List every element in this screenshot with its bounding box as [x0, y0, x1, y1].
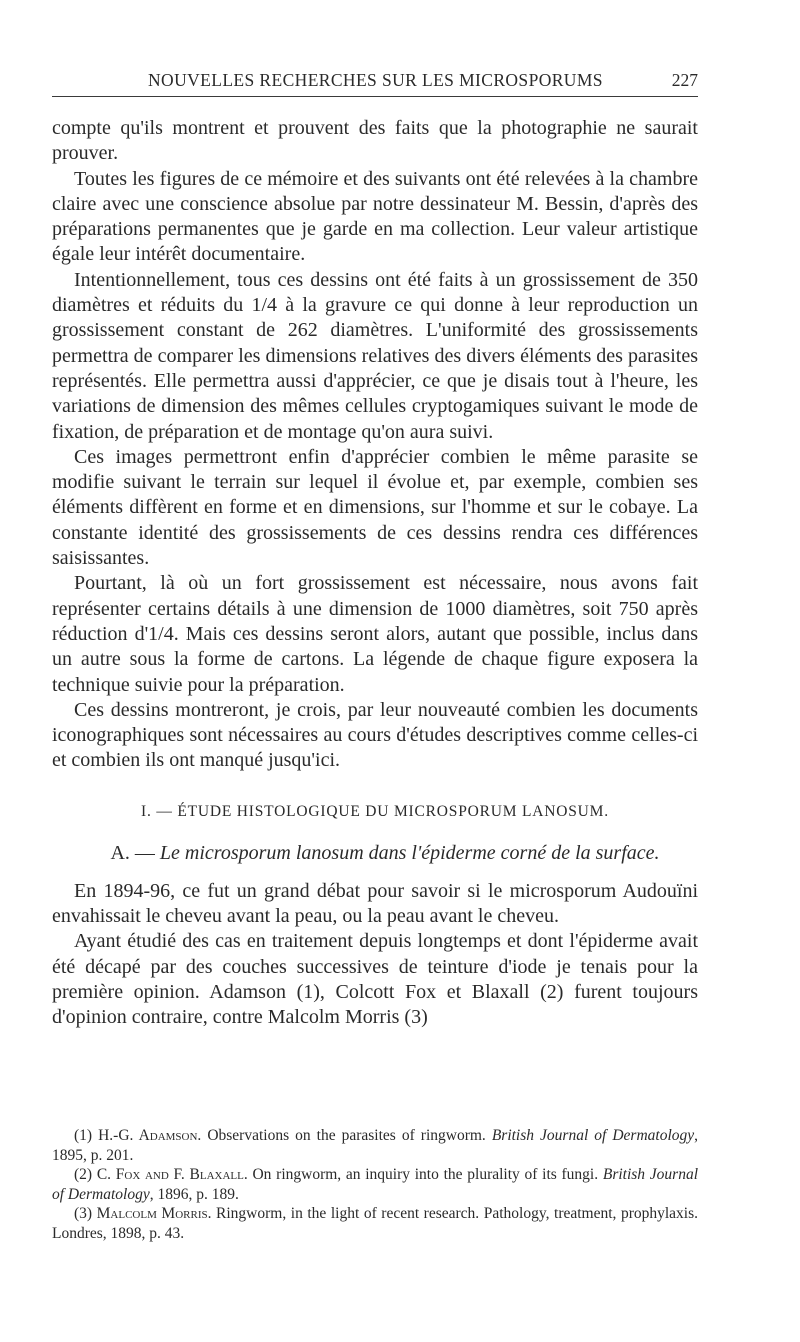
paragraph: Ces dessins montreront, je crois, par leur nouveauté combien les documents iconographiques sont nécessaires au cours d'études descriptives comme celles-ci et combien ils ont manqué jusqu'ici. — [52, 698, 698, 772]
running-header — [52, 62, 698, 97]
footnote-number: (2) — [74, 1166, 93, 1184]
footnote-journal: British Journal of Dermatology — [52, 1166, 699, 1203]
paragraph: Pourtant, là où un fort grossissement est nécessaire, nous avons fait représenter certains détails à une dimension de 1000 diamètres, soit 750 après réduction d'1/4. Mais ces dessins seront alors, autant que possible, inclus dans un autre sous la forme de cartons. La légende de chaque figure exposera la technique suivie pour la préparation. — [52, 572, 698, 696]
paragraph: Intentionnellement, tous ces dessins ont été faits à un grossissement de 350 diamètres et réduits du 1/4 à la gravure ce qui donne à leur reproduction un grossissement constant de 262 diamètres. L'uniformité des grossissements permettra de comparer les dimensions relatives des divers éléments des parasites représentés. Elle permettra aussi d'apprécier, ce que je disais tout à l'heure, les variations de dimension des mêmes cellules cryptogamiques suivant le mode de fixation, de préparation et de montage qu'on aura suivi. — [52, 268, 698, 443]
footnote — [52, 1204, 698, 1243]
footnote-text: Observations on the parasites of ringworm. — [201, 1127, 492, 1144]
section-heading: I. — ÉTUDE HISTOLOGIQUE DU MICROSPORUM LANOSUM. — [141, 802, 609, 820]
subsection-title: Le microsporum lanosum dans l'épiderme corné de la surface. — [159, 841, 660, 864]
subsection-heading — [52, 841, 698, 866]
footnotes — [52, 1126, 698, 1244]
footnote-text: Ringworm, in the light of recent research. Pathology, treatment, prophylaxis. Londres, 1898, p. 43. — [52, 1205, 699, 1242]
footnote — [52, 1165, 698, 1204]
footnote-journal: British Journal of Dermatology — [491, 1127, 695, 1144]
paragraph: Ces images permettront enfin d'apprécier combien le même parasite se modifie suivant le terrain sur lequel il évolue et, par exemple, combien ses éléments diffèrent en forme et en dimensions, sur l'homme et sur le cobaye. La constante identité des grossissements de ces dessins rendra ces différences saisissantes. — [52, 445, 698, 570]
footnote-end: , 1895, p. 201. — [52, 1127, 699, 1164]
running-title: NOUVELLES RECHERCHES SUR LES MICROSPORUMS — [148, 70, 603, 90]
footnote-number: (3) — [74, 1205, 93, 1223]
footnote — [52, 1126, 698, 1165]
footnote-end: , 1896, p. 189. — [149, 1185, 239, 1203]
paragraph: Toutes les figures de ce mémoire et des suivants ont été relevées à la chambre claire avec une conscience absolue par notre dessinateur M. Bessin, d'après des préparations permanentes que je garde en ma collection. Leur valeur artistique égale leur intérêt documentaire. — [52, 167, 698, 266]
subsection-prefix: A. — — [110, 841, 155, 864]
page-number: 227 — [671, 70, 698, 90]
footnote-text: On ringworm, an inquiry into the plurality of its fungi. — [247, 1166, 603, 1184]
main-text — [52, 116, 698, 1031]
footnote-author: Malcolm Morris. — [96, 1205, 212, 1223]
footnote-author: C. Fox and F. Blaxall. — [96, 1166, 248, 1184]
paragraph: compte qu'ils montrent et prouvent des faits que la photographie ne saurait prouver. — [52, 117, 698, 165]
paragraph: Ayant étudié des cas en traitement depuis longtemps et dont l'épiderme avait été décapé par des couches successives de teinture d'iode je tenais pour la première opinion. Adamson (1), Colcott Fox et Blaxall (2) furent toujours d'opinion contraire, contre Malcolm Morris (3) — [52, 930, 698, 1029]
paragraph: En 1894-96, ce fut un grand débat pour savoir si le microsporum Audouïni envahissait le cheveu avant la peau, ou la peau avant le cheveu. — [52, 879, 698, 928]
footnote-number: (1) — [74, 1127, 93, 1144]
footnote-author: H.-G. Adamson. — [98, 1127, 202, 1144]
